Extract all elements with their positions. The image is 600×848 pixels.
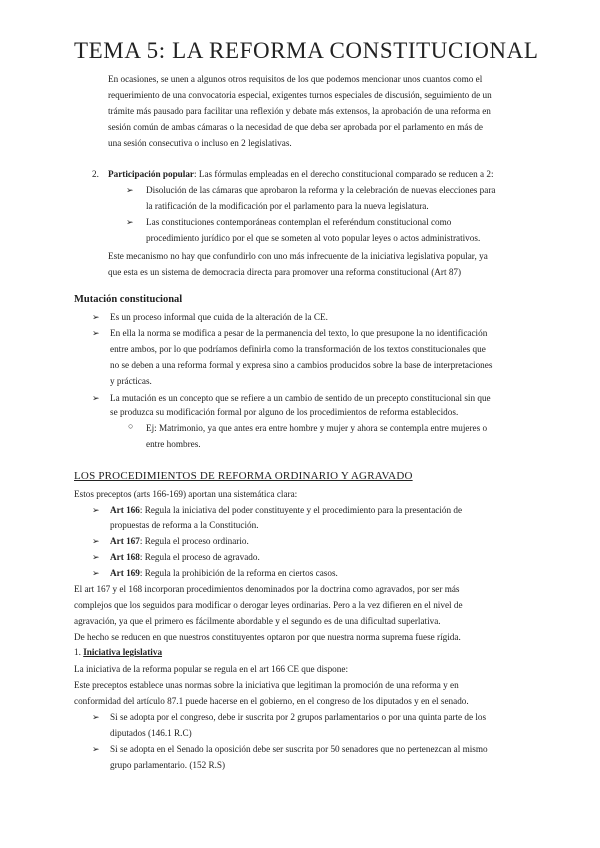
art-text: : Regula el proceso ordinario. [139, 536, 249, 546]
iniciativa-title: Iniciativa legislativa [83, 647, 163, 657]
intro-line: una sesión consecutiva o incluso en 2 legislativas. [108, 138, 292, 148]
art-line [110, 534, 249, 548]
intro-line: requerimiento de una convocatoria especial, exigentes turnos especiales de discusión, seguimiento de un [108, 90, 492, 100]
iniciativa-line: conformidad del artículo 87.1 puede hacerse en el gobierno, en el congreso de los diputados y en el senado. [74, 696, 469, 706]
art-text: : Regula el proceso de agravado. [139, 552, 260, 562]
circle-bullet-icon: ○ [128, 421, 134, 431]
arrow-bullet-icon: ➢ [92, 552, 100, 562]
bullet-line: Si se adopta en el Senado la oposición debe ser suscrita por 50 senadores que no pertenezcan al mismo [110, 744, 488, 754]
art-line [110, 550, 260, 564]
section-heading-procedimientos: LOS PROCEDIMIENTOS DE REFORMA ORDINARIO Y AGRAVADO [74, 470, 413, 482]
bullet-line: grupo parlamentario. (152 R.S) [110, 760, 226, 770]
bullet-line: En ella la norma se modifica a pesar de la permanencia del texto, lo que presupone la no identificación [110, 328, 488, 338]
bullet-line: Es un proceso informal que cuida de la alteración de la CE. [110, 312, 328, 322]
procedimientos-after: agravación, ya que el primero es fácilmente abordable y el segundo es de una dificultad superlativa. [74, 616, 441, 626]
intro-line: sesión común de ambas cámaras o la necesidad de que deba ser aprobada por el parlamento en más de [108, 122, 484, 132]
arrow-bullet-icon: ➢ [92, 568, 100, 578]
bullet-line: diputados (146.1 R.C) [110, 728, 192, 738]
arrow-bullet-icon: ➢ [92, 536, 100, 546]
iniciativa-number: 1. [74, 647, 81, 657]
sub-bullet-line: entre hombres. [146, 439, 201, 449]
participacion-text: : Las fórmulas empleadas en el derecho constitucional comparado se reducen a 2: [194, 169, 494, 179]
bullet-line: Si se adopta por el congreso, debe ir suscrita por 2 grupos parlamentarios o por una quinta parte de los [110, 712, 487, 722]
section-heading-mutacion: Mutación constitucional [74, 294, 183, 305]
art-text: : Regula la iniciativa del poder constituyente y el procedimiento para la presentación de [139, 505, 463, 515]
arrow-bullet-icon: ➢ [92, 712, 100, 722]
arrow-bullet-icon: ➢ [92, 744, 100, 754]
art-line-cont: propuestas de reforma a la Constitución. [110, 520, 259, 530]
page-title: TEMA 5: LA REFORMA CONSTITUCIONAL [74, 38, 539, 63]
participacion-after: que esta es un sistema de democracia directa para promover una reforma constitucional (Art 87) [108, 267, 462, 277]
procedimientos-after: De hecho se reducen en que nuestros constituyentes optaron por que nuestra norma suprema fuese rígida. [74, 632, 461, 642]
intro-line: trámite más pausado para facilitar una reflexión y debate más extensos, la aprobación de una reforma en [108, 106, 491, 116]
sub-bullet-line: Ej: Matrimonio, ya que antes era entre hombre y mujer y ahora se contempla entre mujeres o [146, 423, 488, 433]
bullet-line: no se deben a una reforma formal y expresa sino a cambios producidos sobre la base de interpretaciones [110, 360, 493, 370]
participacion-label: Participación popular [108, 169, 195, 179]
iniciativa-line: Este preceptos establece unas normas sobre la iniciativa que legitiman la promoción de una reforma y en [74, 680, 459, 690]
list-number: 2. [92, 169, 99, 179]
iniciativa-line: La iniciativa de la reforma popular se regula en el art 166 CE que dispone: [74, 664, 348, 674]
procedimientos-after: El art 167 y el 168 incorporan procedimientos denominados por la doctrina como agravados, por ser más [74, 584, 460, 594]
art-label: Art 169 [110, 568, 140, 578]
bullet-line: procedimiento jurídico por el que se someten al voto popular leyes o actos administrativos. [146, 233, 481, 243]
bullet-line: entre ambos, por lo que podríamos definirla como la transformación de los textos constitucionales que [110, 344, 486, 354]
procedimientos-after: complejos que los seguidos para modificar o derogar leyes ordinarias. Pero a la vez difieren en el nivel de [74, 600, 463, 610]
art-line [110, 566, 338, 580]
arrow-bullet-icon: ➢ [92, 505, 100, 515]
participacion-line [108, 167, 494, 181]
art-label: Art 168 [110, 552, 140, 562]
arrow-bullet-icon: ➢ [92, 393, 100, 403]
arrow-bullet-icon: ➢ [126, 185, 134, 195]
bullet-line: se produzca su modificación formal por alguno de los procedimientos de reforma establecidos. [110, 407, 459, 417]
bullet-line: La mutación es un concepto que se refiere a un cambio de sentido de un precepto constitucional sin que [110, 393, 491, 403]
arrow-bullet-icon: ➢ [92, 328, 100, 338]
participacion-after: Este mecanismo no hay que confundirlo con uno más infrecuente de la iniciativa legislativa popular, ya [108, 251, 488, 261]
procedimientos-intro: Estos preceptos (arts 166-169) aportan una sistemática clara: [74, 489, 298, 499]
intro-line: En ocasiones, se unen a algunos otros requisitos de los que podemos mencionar unos cuantos como el [108, 74, 483, 84]
arrow-bullet-icon: ➢ [92, 312, 100, 322]
bullet-line: Disolución de las cámaras que aprobaron la reforma y la celebración de nuevas elecciones para [146, 185, 496, 195]
art-label: Art 167 [110, 536, 140, 546]
art-text: : Regula la prohibición de la reforma en ciertos casos. [139, 568, 338, 578]
bullet-line: la ratificación de la modificación por el parlamento para la nueva legislatura. [146, 201, 429, 211]
art-label: Art 166 [110, 505, 140, 515]
arrow-bullet-icon: ➢ [126, 217, 134, 227]
art-line [110, 503, 462, 517]
iniciativa-heading [74, 645, 162, 659]
bullet-line: Las constituciones contemporáneas contemplan el referéndum constitucional como [146, 217, 452, 227]
bullet-line: y prácticas. [110, 376, 152, 386]
